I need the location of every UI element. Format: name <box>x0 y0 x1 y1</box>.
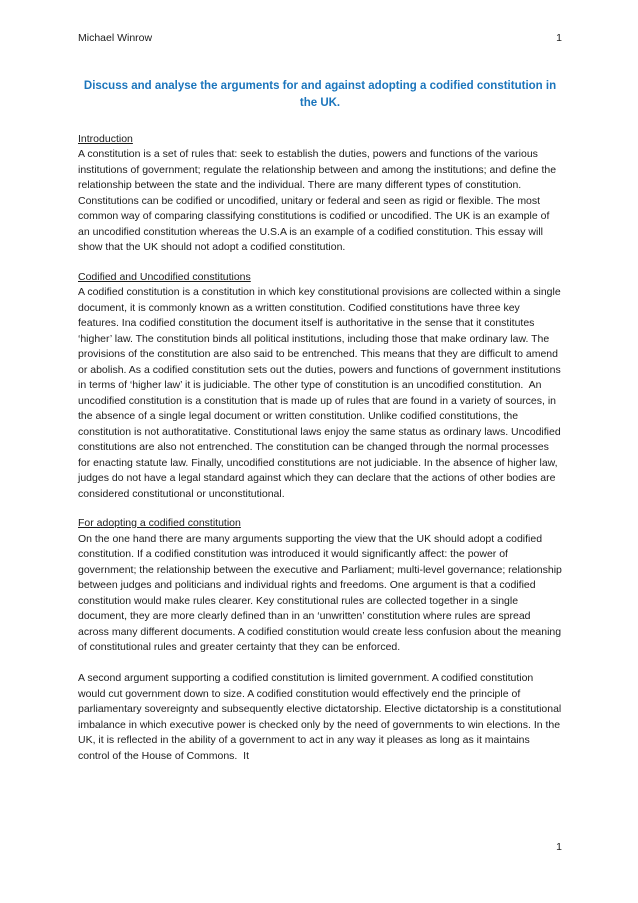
essay-title: Discuss and analyse the arguments for and against adopting a codified constitution in the UK. <box>83 79 557 109</box>
section-introduction <box>78 132 562 256</box>
section-heading: Introduction <box>78 132 133 145</box>
section-heading: Codified and Uncodified constitutions <box>78 270 251 283</box>
section-codified-uncodified <box>78 270 562 503</box>
author-name: Michael Winrow <box>78 32 153 44</box>
paragraph: A constitution is a set of rules that: seek to establish the duties, powers and functions of the various institutions of government; regulate the relationship between and among the institutions; and define the relationship between the state and the individual. There are many different types of constitution. Constitutions can be codified or uncodified, unitary or federal and seen as rigid or flexible. The most common way of comparing classifying constitutions is codified or uncodified. The UK is an example of an uncodified constitution whereas the U.S.A is an example of a codified constitution. This essay will show that the UK should not adopt a codified constitution. <box>78 148 559 253</box>
footer-page-number: 1 <box>556 841 562 853</box>
section-for-adopting <box>78 516 565 764</box>
paragraph: A second argument supporting a codified constitution is limited government. A codified constitution would cut government down to size. A codified constitution would effectively end the principle of parliamentary sovereignty and subsequently elective dictatorship. Elective dictatorship is a constitutional imbalance in which executive power is checked only by the need of governments to win elections. In the UK, it is reflected in the ability of a government to act in any way it pleases as long as it maintains control of the House of Commons. It <box>78 672 565 762</box>
paragraph: On the one hand there are many arguments supporting the view that the UK should adopt a codified constitution. If a codified constitution was introduced it would significantly affect: the power of government; the relationship between the executive and Parliament; multi-level governance; relationship between judges and politicians and individual rights and freedoms. One argument is that a codified constitution would make rules clearer. Key constitutional rules are collected together in a single document, they are more clearly defined than in an ‘unwritten’ constitution where rules are spread across many different documents. A codified constitution would create less confusion about the meaning of constitutional rules and greater certainty that they can be enforced. <box>78 532 565 653</box>
paragraph: A codified constitution is a constitution in which key constitutional provisions are collected within a single document, it is commonly known as a written constitution. Codified constitutions have three key features. Ina codified constitution the document itself is authoritative in the sense that it constitutes ‘higher’ law. The constitution binds all political institutions, including those that make ordinary law. The provisions of the constitution are also said to be entrenched. This means that they are difficult to amend or abolish. As a codified constitution sets out the duties, powers and functions of government institutions in terms of ‘higher law’ it is judiciable. The other type of constitution is an uncodified constitution. An uncodified constitution is a constitution that is made up of rules that are found in a variety of sources, in the absence of a single legal document or written constitution. Unlike codified constitutions, the constitution is not authoratitative. Constitutional laws enjoy the same status as ordinary laws. Uncodified constitutions are also not entrenched. The constitution can be changed through the normal processes for enacting statute law. Finally, uncodified constitutions are not judiciable. In the absence of higher law, judges do not have a legal standard against which they can declare that the actions of other bodies are considered constitutional or unconstitutional. <box>78 286 564 500</box>
header-page-number: 1 <box>556 32 562 44</box>
page-header <box>78 31 562 47</box>
section-heading: For adopting a codified constitution <box>78 517 241 529</box>
